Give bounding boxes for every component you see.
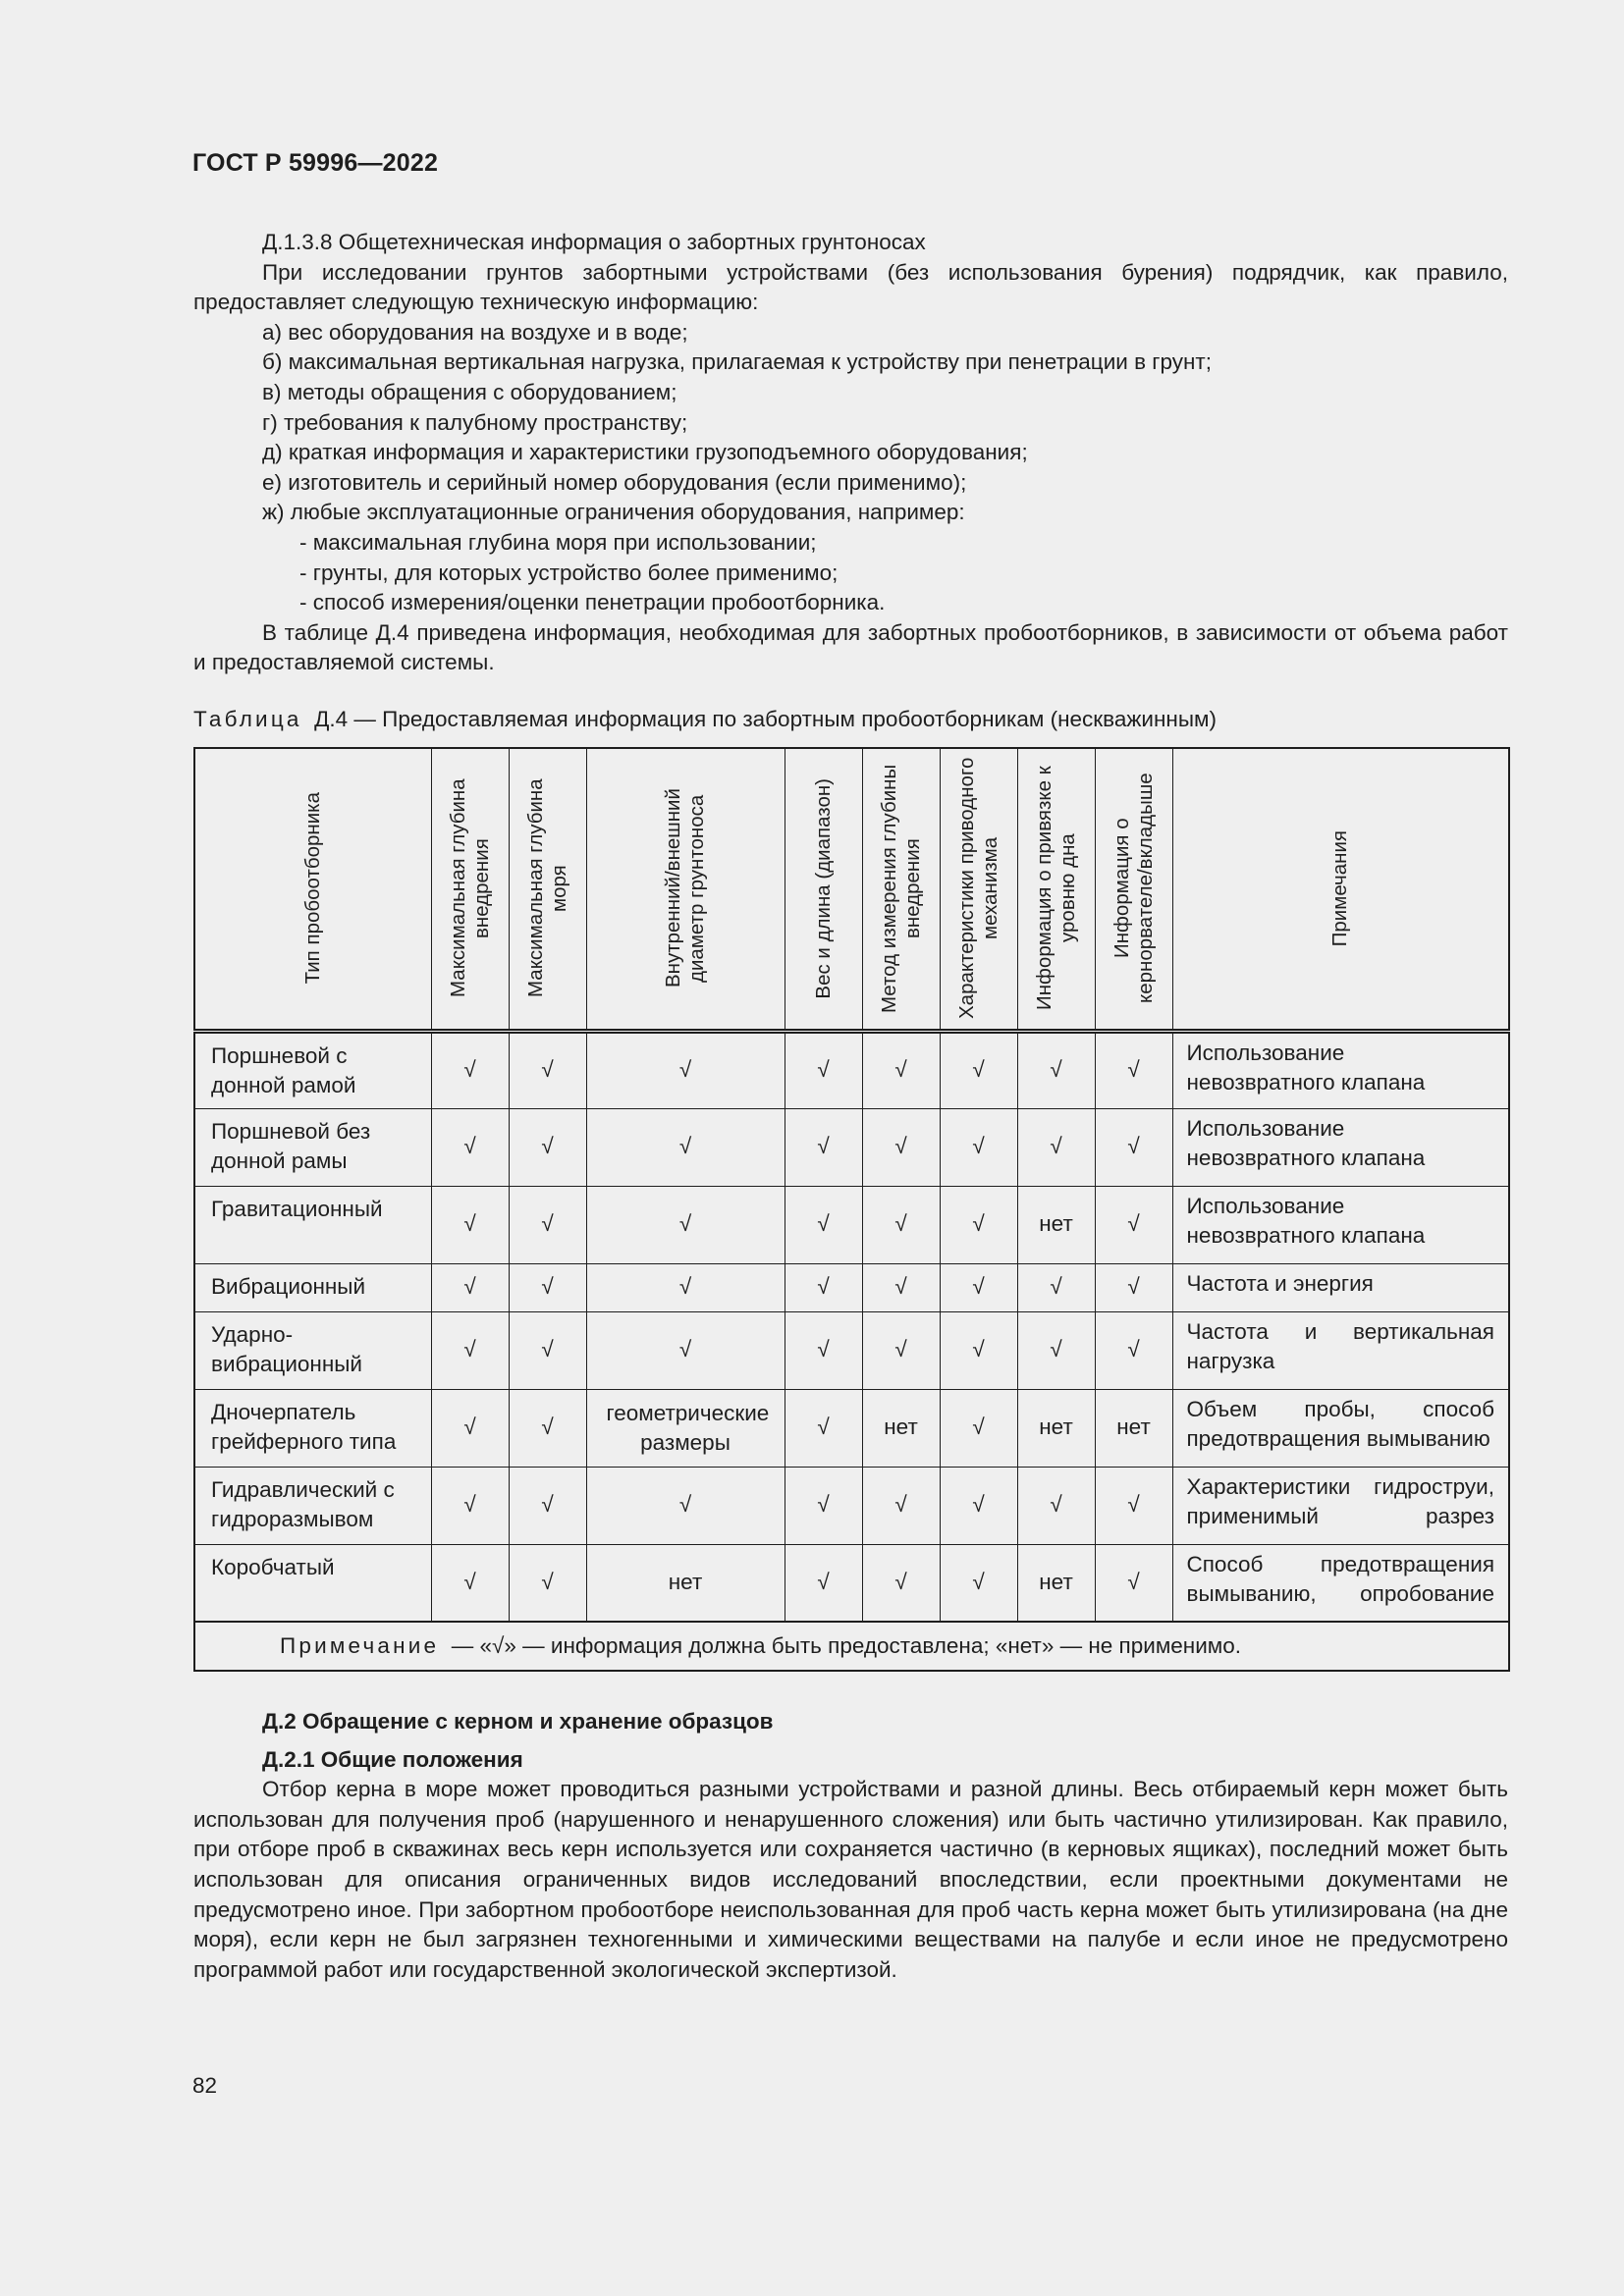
sampler-type-cell: Вибрационный bbox=[194, 1263, 431, 1311]
table-cell: √ bbox=[862, 1544, 940, 1622]
table-cell: √ bbox=[940, 1311, 1017, 1389]
note-cell bbox=[1172, 1467, 1509, 1544]
table-cell: √ bbox=[1095, 1186, 1172, 1263]
note-text: Способ предотвращения вымыванию, опробование bbox=[1186, 1551, 1494, 1606]
header-label: Максимальная глубина внедрения bbox=[446, 778, 493, 998]
table-caption bbox=[193, 705, 1508, 735]
sampler-type-cell: Гидравлический с гидроразмывом bbox=[194, 1467, 431, 1544]
sub-list-item: - способ измерения/оценки пенетрации пробоотборника. bbox=[299, 590, 886, 615]
table-cell: √ bbox=[586, 1467, 785, 1544]
sampler-type-cell: Поршневой с донной рамой bbox=[194, 1031, 431, 1108]
table-cell: √ bbox=[785, 1467, 862, 1544]
table-cell: √ bbox=[785, 1263, 862, 1311]
header-label: Информация о привязке к уровню дна bbox=[1032, 766, 1079, 1011]
table-row bbox=[194, 1544, 1509, 1622]
table-cell: √ bbox=[1017, 1108, 1095, 1186]
table-cell: √ bbox=[1095, 1108, 1172, 1186]
sampler-type-cell: Ударно-вибрационный bbox=[194, 1311, 431, 1389]
list-item: ж) любые эксплуатационные ограничения оборудования, например: bbox=[262, 500, 965, 525]
note-cell bbox=[1172, 1031, 1509, 1108]
note-cell bbox=[1172, 1108, 1509, 1186]
table-cell: нет bbox=[586, 1544, 785, 1622]
table-cell: √ bbox=[862, 1467, 940, 1544]
table-cell: нет bbox=[1017, 1186, 1095, 1263]
page-number: 82 bbox=[192, 2073, 218, 2098]
table-cell: √ bbox=[586, 1311, 785, 1389]
table-cell: √ bbox=[940, 1263, 1017, 1311]
table-cell: √ bbox=[785, 1031, 862, 1108]
header-cell bbox=[862, 748, 940, 1032]
note-cell bbox=[1172, 1544, 1509, 1622]
sampler-type-cell: Гравитационный bbox=[194, 1186, 431, 1263]
header-cell bbox=[431, 748, 509, 1032]
table-row bbox=[194, 1263, 1509, 1311]
table-row bbox=[194, 1186, 1509, 1263]
table-cell: √ bbox=[1095, 1467, 1172, 1544]
table-row bbox=[194, 1467, 1509, 1544]
table-cell: √ bbox=[431, 1544, 509, 1622]
header-cell bbox=[940, 748, 1017, 1032]
list-item: д) краткая информация и характеристики грузоподъемного оборудования; bbox=[262, 440, 1028, 465]
table-cell: √ bbox=[509, 1467, 586, 1544]
table-cell: √ bbox=[509, 1389, 586, 1467]
table-cell: √ bbox=[1095, 1311, 1172, 1389]
note-cell bbox=[1172, 1389, 1509, 1467]
table-cell: √ bbox=[1017, 1311, 1095, 1389]
table-cell: √ bbox=[509, 1311, 586, 1389]
note-text: Характеристики гидроструи, применимый разрез bbox=[1186, 1473, 1494, 1528]
table-cell: √ bbox=[586, 1263, 785, 1311]
header-cell bbox=[1172, 748, 1509, 1032]
requirements-list bbox=[193, 318, 1508, 618]
table-caption-label: Таблица bbox=[193, 706, 302, 731]
header-label: Примечания bbox=[1328, 829, 1352, 947]
table-cell: √ bbox=[785, 1108, 862, 1186]
table-cell: √ bbox=[1095, 1544, 1172, 1622]
table-cell: √ bbox=[785, 1544, 862, 1622]
note-text: Частота и вертикальная нагрузка bbox=[1186, 1318, 1494, 1373]
table-cell: √ bbox=[785, 1186, 862, 1263]
note-text: Использование невозвратного клапана bbox=[1186, 1115, 1426, 1170]
table-cell: √ bbox=[509, 1544, 586, 1622]
table-cell: √ bbox=[509, 1263, 586, 1311]
table-cell: √ bbox=[586, 1108, 785, 1186]
table-cell: √ bbox=[862, 1031, 940, 1108]
note-text: Частота и энергия bbox=[1186, 1270, 1374, 1296]
table-cell: √ bbox=[431, 1389, 509, 1467]
table-cell: √ bbox=[940, 1467, 1017, 1544]
table-cell: √ bbox=[940, 1544, 1017, 1622]
note-cell bbox=[1172, 1263, 1509, 1311]
table-cell: √ bbox=[509, 1108, 586, 1186]
list-item: в) методы обращения с оборудованием; bbox=[262, 379, 677, 404]
table-cell: √ bbox=[940, 1031, 1017, 1108]
table-header-row bbox=[194, 748, 1509, 1032]
table-row bbox=[194, 1389, 1509, 1467]
sampler-type-cell: Коробчатый bbox=[194, 1544, 431, 1622]
table-cell: √ bbox=[586, 1031, 785, 1108]
table-cell: √ bbox=[431, 1031, 509, 1108]
page-content bbox=[193, 228, 1508, 1985]
table-row bbox=[194, 1031, 1509, 1108]
table-cell: √ bbox=[785, 1311, 862, 1389]
header-label: Метод измерения глубины внедрения bbox=[877, 764, 924, 1013]
header-label: Максимальная глубина моря bbox=[523, 778, 570, 998]
list-item: б) максимальная вертикальная нагрузка, прилагаемая к устройству при пенетрации в грунт; bbox=[262, 349, 1212, 375]
clause-heading: Д.1.3.8 Общетехническая информация о забортных грунтоносах bbox=[262, 230, 926, 254]
header-cell bbox=[586, 748, 785, 1032]
table-cell: нет bbox=[862, 1389, 940, 1467]
header-cell bbox=[1095, 748, 1172, 1032]
table-cell: √ bbox=[862, 1108, 940, 1186]
table-cell: √ bbox=[431, 1467, 509, 1544]
table-row bbox=[194, 1311, 1509, 1389]
table-reference-paragraph: В таблице Д.4 приведена информация, необходимая для забортных пробоотборников, в зависимости от объема работ и предоставляемой системы. bbox=[193, 619, 1508, 675]
table-row bbox=[194, 1108, 1509, 1186]
table-cell: √ bbox=[940, 1108, 1017, 1186]
table-cell: √ bbox=[431, 1311, 509, 1389]
footnote-text: — «√» — информация должна быть предоставлена; «нет» — не применимо. bbox=[451, 1632, 1242, 1658]
table-cell: √ bbox=[509, 1186, 586, 1263]
note-text: Использование невозвратного клапана bbox=[1186, 1040, 1426, 1095]
table-cell: √ bbox=[1017, 1031, 1095, 1108]
document-header: ГОСТ Р 59996—2022 bbox=[192, 149, 439, 177]
samplers-table bbox=[193, 747, 1510, 1673]
table-cell: √ bbox=[862, 1186, 940, 1263]
table-cell: √ bbox=[1095, 1031, 1172, 1108]
intro-paragraph: При исследовании грунтов забортными устройствами (без использования бурения) подрядчик, как правило, предоставляет следующую техническую информацию: bbox=[193, 259, 1508, 315]
table-cell: √ bbox=[431, 1108, 509, 1186]
table-cell: √ bbox=[940, 1186, 1017, 1263]
table-cell: √ bbox=[862, 1263, 940, 1311]
note-text: Объем пробы, способ предотвращения вымыванию bbox=[1186, 1396, 1494, 1451]
table-cell: √ bbox=[862, 1311, 940, 1389]
table-cell: √ bbox=[1017, 1467, 1095, 1544]
header-label: Характеристики приводного механизма bbox=[954, 757, 1001, 1020]
note-cell bbox=[1172, 1311, 1509, 1389]
table-cell: нет bbox=[1017, 1389, 1095, 1467]
header-label: Информация о кернорвателе/вкладыше bbox=[1110, 773, 1157, 1004]
table-cell: √ bbox=[940, 1389, 1017, 1467]
subsection-title: Д.2.1 Общие положения bbox=[262, 1746, 523, 1772]
sub-list-item: - грунты, для которых устройство более применимо; bbox=[299, 560, 839, 585]
section-title: Д.2 Обращение с керном и хранение образцов bbox=[262, 1709, 774, 1734]
footnote-label: Примечание bbox=[280, 1632, 440, 1658]
list-item: г) требования к палубному пространству; bbox=[262, 409, 688, 435]
sampler-type-cell: Дночерпатель грейферного типа bbox=[194, 1389, 431, 1467]
note-text: Использование невозвратного клапана bbox=[1186, 1193, 1426, 1248]
table-cell: нет bbox=[1095, 1389, 1172, 1467]
table-cell: геометрические размеры bbox=[586, 1389, 785, 1467]
header-label: Вес и длина (диапазон) bbox=[811, 777, 835, 999]
table-cell: √ bbox=[509, 1031, 586, 1108]
list-item: а) вес оборудования на воздухе и в воде; bbox=[262, 319, 688, 345]
note-cell bbox=[1172, 1186, 1509, 1263]
list-item: е) изготовитель и серийный номер оборудования (если применимо); bbox=[262, 469, 967, 495]
header-cell bbox=[194, 748, 431, 1032]
table-cell: √ bbox=[1095, 1263, 1172, 1311]
table-cell: нет bbox=[1017, 1544, 1095, 1622]
table-caption-text: Д.4 — Предоставляемая информация по забортным пробоотборникам (нескважинным) bbox=[314, 706, 1217, 731]
header-cell bbox=[785, 748, 862, 1032]
section-body: Отбор керна в море может проводиться разными устройствами и разной длины. Весь отбираемый керн может быть использован для получения проб (нарушенного и ненарушенного сложения) или быть частично утилизирован. Как правило, при отборе проб в скважинах весь керн используется или сохраняется частично (в керновых ящиках), последний может быть использован для описания ограниченных видов исследований впоследствии, если проектными документами не предусмотрено иное. При забортном пробоотборе неиспользованная для проб часть керна может быть утилизирована (на дне моря), если керн не был загрязнен техногенными и химическими веществами на палубе и если иное не предусмотрено программой работ или государственной экологической экспертизой. bbox=[193, 1777, 1508, 1982]
table-cell: √ bbox=[1017, 1263, 1095, 1311]
table-footnote-row bbox=[194, 1622, 1509, 1671]
table-footnote bbox=[194, 1622, 1509, 1671]
table-cell: √ bbox=[785, 1389, 862, 1467]
sub-list-item: - максимальная глубина моря при использовании; bbox=[299, 529, 817, 555]
table-cell: √ bbox=[431, 1186, 509, 1263]
table-cell: √ bbox=[431, 1263, 509, 1311]
header-label: Внутренний/внешний диаметр грунтоноса bbox=[662, 788, 708, 988]
sampler-type-cell: Поршневой без донной рамы bbox=[194, 1108, 431, 1186]
table-cell: √ bbox=[586, 1186, 785, 1263]
header-label: Тип пробоотборника bbox=[300, 792, 324, 985]
header-cell bbox=[509, 748, 586, 1032]
header-cell bbox=[1017, 748, 1095, 1032]
